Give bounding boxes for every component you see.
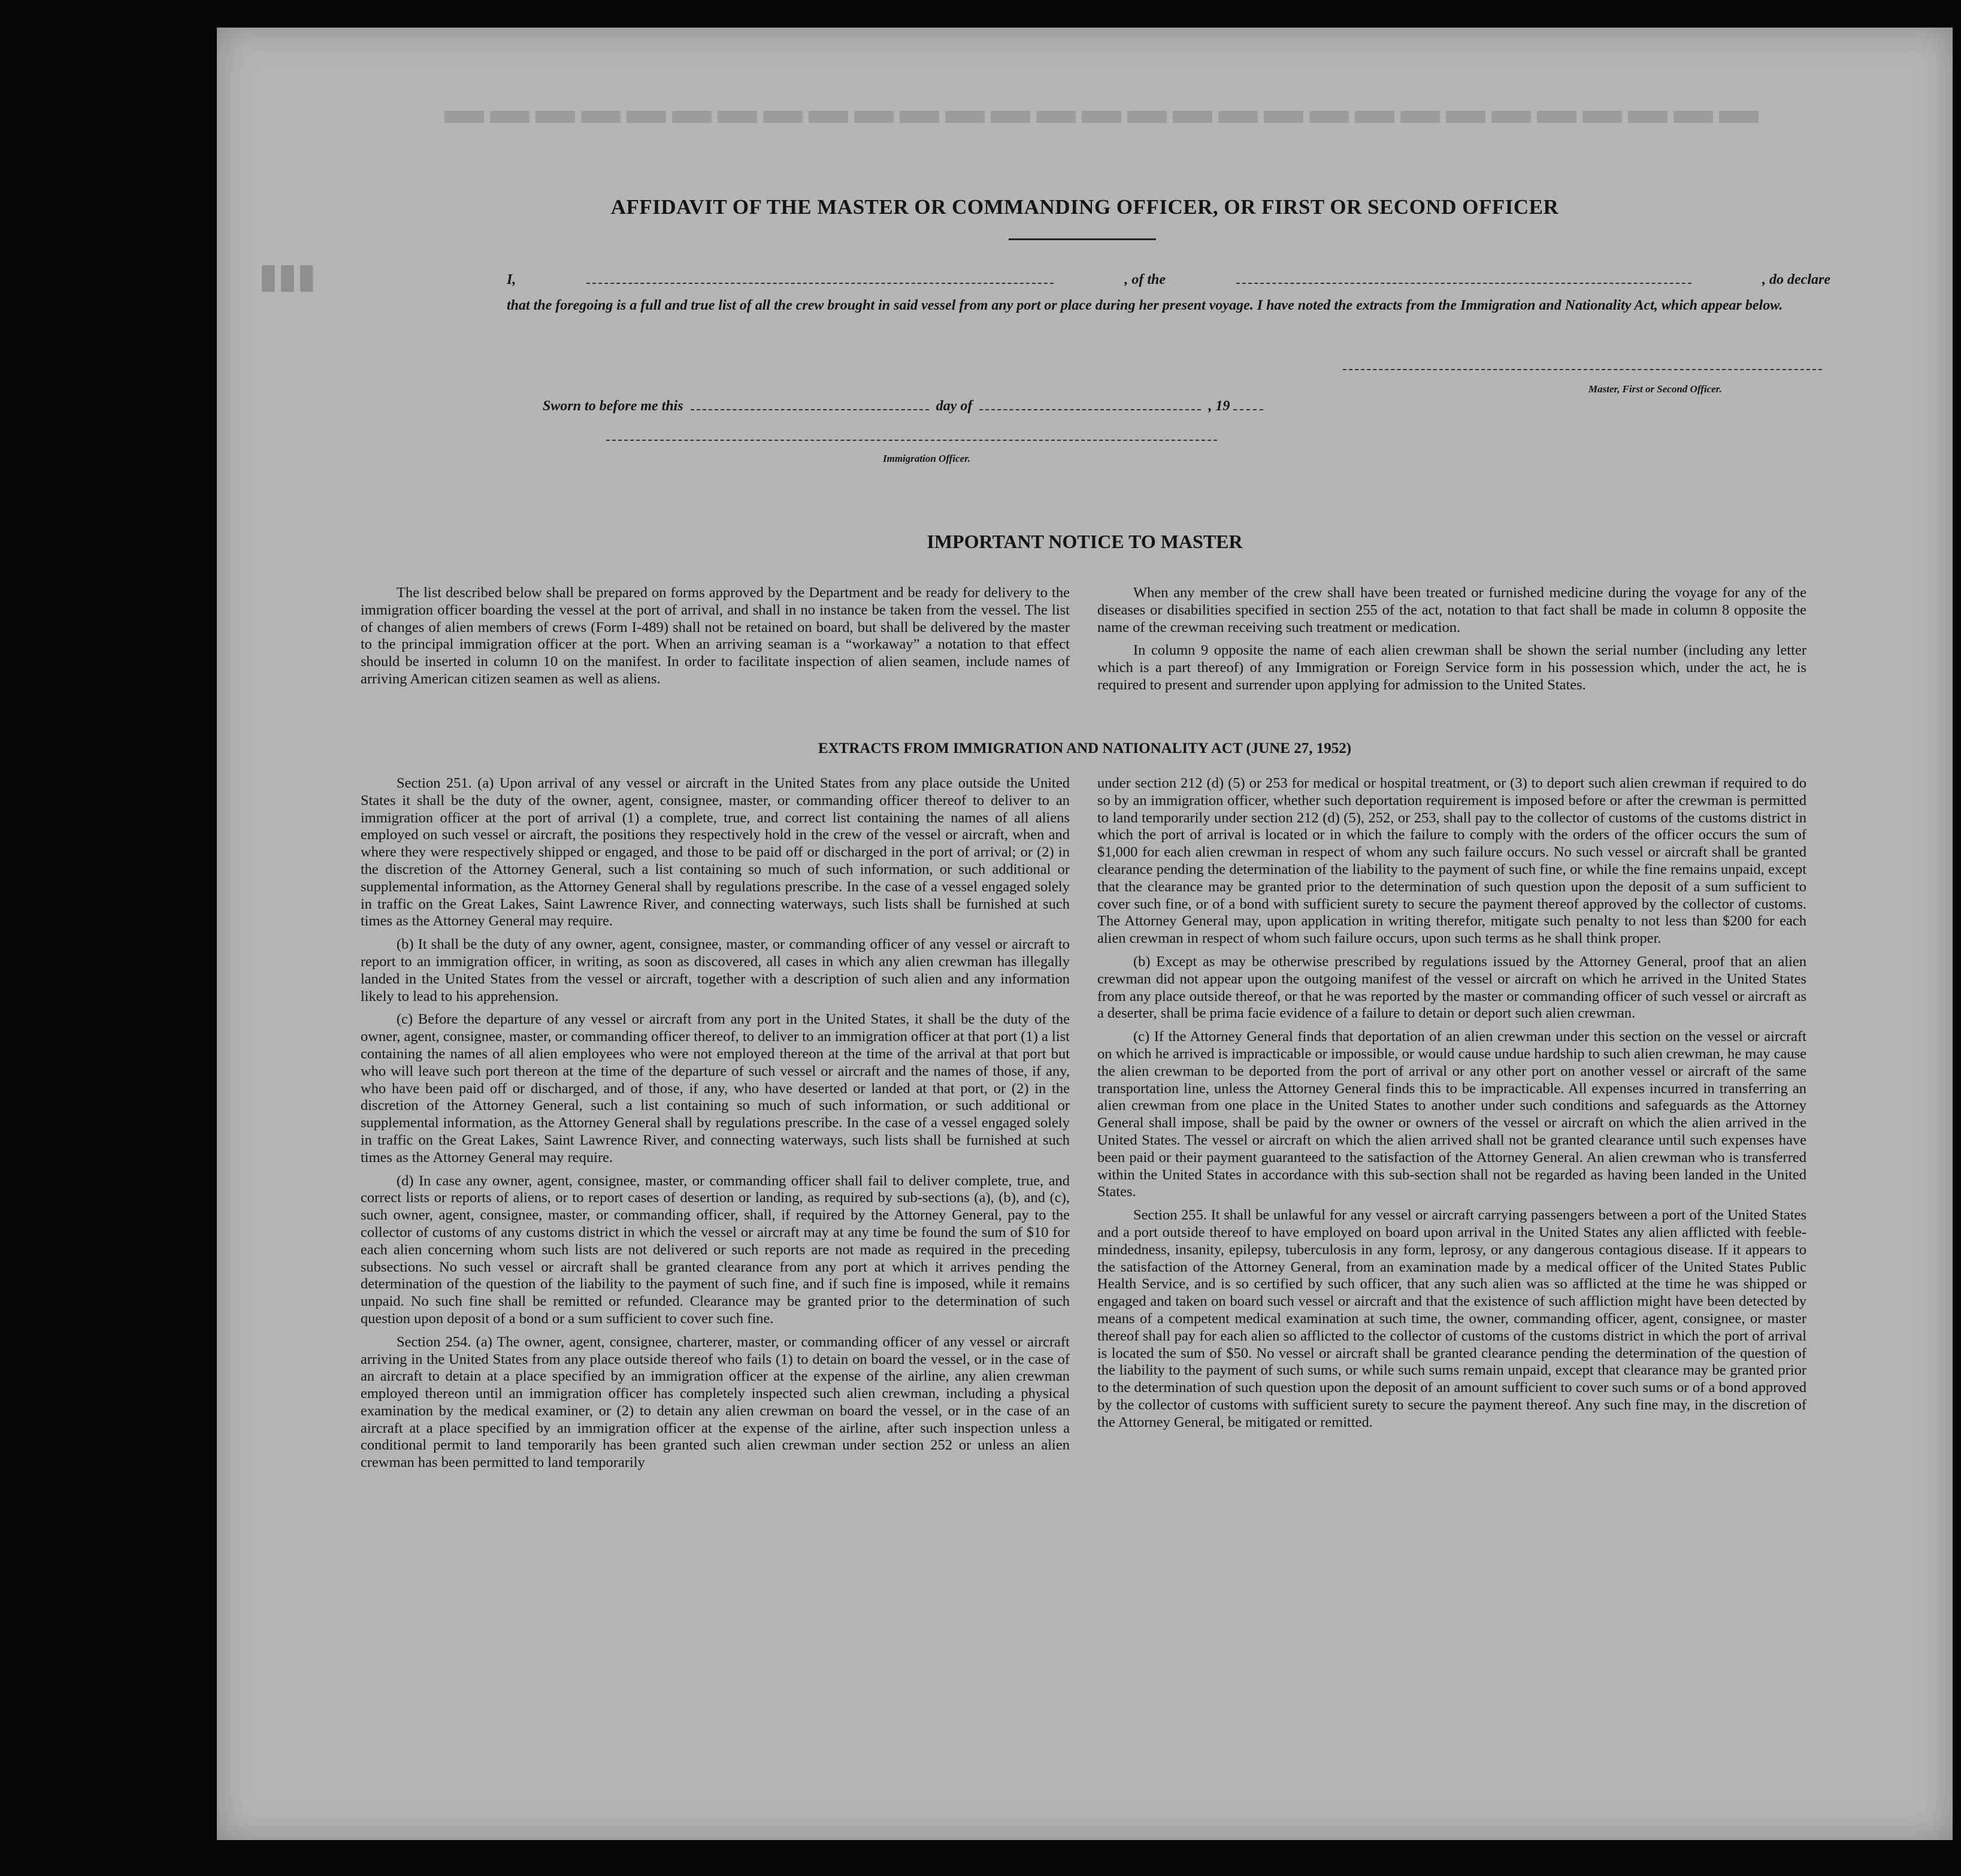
bleed-through-title: ▬▬▬▬▬▬▬▬▬▬▬▬▬▬▬▬▬▬▬▬▬▬▬▬▬▬▬▬▬ bbox=[438, 88, 1759, 132]
extract-paragraph: Section 255. It shall be unlawful for any vessel or aircraft carrying passengers between a port of the United States and a port outside thereof to have employed on board upon arrival in the United States any alien afflicted with feeble-mindedness, insanity, epilepsy, tuberculosis in any form, leprosy, or any dangerous contagious disease. If it appears to the satisfaction of the Attorney General, from an examination made by a medical officer of the United States Public Health Service, and is so certified by such officer, that any such alien was so afflicted at the time he was shipped or engaged and taken on board such vessel or aircraft and that the existence of such affliction might have been detected by means of a competent medical examination at such time, the owner, commanding officer, agent, consignee, or master thereof shall pay for each alien so afflicted to the collector of customs of the customs district in which the port of arrival is located the sum of $50. No vessel or aircraft shall be granted clearance pending the determination of the question of the liability to the payment of such sums, or while such sums remain unpaid, except that clearance may be granted prior to the determination of such question upon the deposit of an amount sufficient to cover such sums or of a bond approved by the collector of customs with sufficient surety to secure the payment thereof. Any such fine may, in the discretion of the Attorney General, be mitigated or remitted. bbox=[1097, 1207, 1806, 1430]
immigration-officer-label: Immigration Officer. bbox=[883, 453, 971, 464]
extract-paragraph: (b) Except as may be otherwise prescribed by regulations issued by the Attorney General, proof that an alien crewman did not appear upon the outgoing manifest of the vessel or aircraft on which he arrived in the United States from any place outside thereof, or that he was reported by the master or commanding officer of such vessel or aircraft as a deserter, shall be prima facie evidence of a failure to detain or deport such alien crewman. bbox=[1097, 953, 1806, 1022]
extract-paragraph: Section 251. (a) Upon arrival of any vessel or aircraft in the United States from any place outside the United States it shall be the duty of the owner, agent, consignee, master, or commanding officer thereof to deliver to an immigration officer at the port of arrival (1) a complete, true, and correct list containing the names of all aliens employed on such vessel or aircraft, the positions they respectively hold in the crew of the vessel or aircraft, when and where they were respectively shipped or engaged, and those to be paid off or discharged in the port of arrival; or (2) in the discretion of the Attorney General, such a list containing so much of such information, or such additional or supplemental information, as the Attorney General shall by regulations prescribe. In the case of a vessel engaged solely in traffic on the Great Lakes, Saint Lawrence River, and connecting waterways, such lists shall be furnished at such times as the Attorney General may require. bbox=[361, 775, 1070, 930]
sworn-year-field[interactable] bbox=[1233, 397, 1263, 410]
day-of-label: day of bbox=[936, 398, 973, 414]
form-sheet bbox=[217, 28, 1953, 1840]
notice-right-column bbox=[1097, 585, 1806, 700]
master-signature-line[interactable] bbox=[1343, 369, 1822, 370]
notice-columns bbox=[361, 585, 1806, 700]
sworn-day-field[interactable] bbox=[691, 397, 929, 410]
affidavit-do-declare-label: , do declare bbox=[1762, 272, 1830, 288]
year-label: , 19 bbox=[1208, 398, 1230, 414]
extract-paragraph: (b) It shall be the duty of any owner, agent, consignee, master, or commanding officer of any vessel or aircraft to report to an immigration officer, in writing, as soon as discovered, all cases in which any alien crewman has illegally landed in the United States from the vessel or aircraft, together with a description of such alien and any information likely to lead to his apprehension. bbox=[361, 936, 1070, 1004]
extracts-left-column bbox=[361, 775, 1070, 1478]
sworn-row bbox=[543, 397, 1263, 414]
sworn-label: Sworn to before me this bbox=[543, 398, 683, 414]
affidavit-of-the-label: , of the bbox=[1124, 272, 1166, 288]
notice-left-column bbox=[361, 585, 1070, 700]
affidavit-title: AFFIDAVIT OF THE MASTER OR COMMANDING OFFICER, OR FIRST OR SECOND OFFICER bbox=[610, 195, 1559, 219]
affidavit-body: that the foregoing is a full and true list of all the crew brought in said vessel from any port or place during her present voyage. I have noted the extracts from the Immigration and Nationality Act, which appear below. bbox=[507, 298, 1783, 313]
extracts-title: EXTRACTS FROM IMMIGRATION AND NATIONALITY ACT (JUNE 27, 1952) bbox=[818, 740, 1352, 757]
extracts-right-column bbox=[1097, 775, 1806, 1478]
vessel-name-field[interactable] bbox=[1236, 270, 1691, 284]
extract-paragraph: (d) In case any owner, agent, consignee, master, or commanding officer shall fail to deliver complete, true, and correct lists or reports of aliens, or to report cases of desertion or landing, as required by sub-sections (a), (b), and (c), such owner, agent, consignee, master, or commanding officer, shall, if required by the Attorney General, pay to the collector of customs of any customs district in which the vessel or aircraft may at any time be found the sum of $10 for each alien concerning whom such lists are not delivered or such reports are not made as required in the preceding subsections. No such vessel or aircraft shall be granted clearance from any port at which it arrives pending the determination of the question of the liability to the payment of such fine, and if such fine is imposed, while it remains unpaid. No such fine shall be remitted or refunded. Clearance may be granted prior to the determination of such question upon deposit of a bond or a sum sufficient to cover such fine. bbox=[361, 1172, 1070, 1327]
title-rule bbox=[1009, 238, 1156, 240]
bleed-through-number: ▮▮▮ bbox=[259, 256, 316, 295]
extract-paragraph: under section 212 (d) (5) or 253 for medical or hospital treatment, or (3) to deport such alien crewman if required to do so by an immigration officer, whether such deportation requirement is imposed before or after the crewman is permitted to land temporarily under section 212 (d) (5), 252, or 253, shall pay to the collector of customs of the customs district in which the port of arrival is located or in which the failure to comply with the orders of the officer occurs the sum of $1,000 for each alien crewman in respect of whom any such failure occurs. No such vessel or aircraft shall be granted clearance pending the determination of the liability to the payment of such fine, or while the fine remains unpaid, except that the clearance may be granted prior to the determination of such question upon the deposit of a sum sufficient to cover such fine, or of a bond with sufficient surety to secure the payment thereof approved by the collector of customs. The Attorney General may, upon application in writing therefor, mitigate such penalty to not less than $200 for each alien crewman in respect of whom such failure occurs, upon such terms as he shall think proper. bbox=[1097, 775, 1806, 947]
sworn-month-field[interactable] bbox=[979, 397, 1201, 410]
extract-paragraph: (c) Before the departure of any vessel or aircraft from any port in the United States, it shall be the duty of the owner, agent, consignee, master, or commanding officer thereof, to deliver to an immigration officer at that port (1) a list containing the names of all alien employees who were not employed thereon at the time of the arrival at that port but who will leave such port thereon at the time of the departure of such vessel or aircraft and the names of those, if any, who have been paid off or discharged, and of those, if any, who have deserted or landed at that port, or (2) in the discretion of the Attorney General, such a list containing so much of such information, or such additional or supplemental information, as the Attorney General shall by regulations prescribe. In the case of a vessel engaged solely in traffic on the Great Lakes, Saint Lawrence River, and connecting waterways, such lists shall be furnished at such times as the Attorney General may require. bbox=[361, 1011, 1070, 1166]
extracts-columns bbox=[361, 775, 1806, 1478]
affidavit-i-label: I, bbox=[507, 272, 516, 288]
immigration-officer-signature-line[interactable] bbox=[606, 440, 1217, 441]
notice-paragraph: In column 9 opposite the name of each alien crewman shall be shown the serial number (including any letter which is a part thereof) of any Immigration or Foreign Service form in his possession which, under the act, he is required to present and surrender upon applying for admission to the United States. bbox=[1097, 642, 1806, 693]
extract-paragraph: Section 254. (a) The owner, agent, consignee, charterer, master, or commanding officer of any vessel or aircraft arriving in the United States from any place outside thereof who fails (1) to detain on board the vessel, or in the case of an aircraft to detain at a place specified by an immigration officer at the expense of the airline, any alien crewman employed thereon until an immigration officer has completely inspected such alien crewman, including a physical examination by the medical examiner, or (2) to detain any alien crewman on board the vessel, or in the case of an aircraft at a place specified by an immigration officer at the expense of the airline, after such inspection unless a conditional permit to land temporarily has been granted such alien crewman under section 252 or unless an alien crewman has been permitted to land temporarily bbox=[361, 1333, 1070, 1471]
extract-paragraph: (c) If the Attorney General finds that deportation of an alien crewman under this section on the vessel or aircraft on which he arrived is impracticable or impossible, or would cause undue hardship to such alien crewman, he may cause the alien crewman to be deported from the port of arrival or any other port on another vessel or aircraft of the same transportation line, unless the Attorney General finds this to be impracticable. All expenses incurred in transferring an alien crewman from one place in the United States to another under such conditions and safeguards as the Attorney General shall impose, shall be paid by the owner or owners of the vessel or aircraft on which the alien arrived in the United States. The vessel or aircraft on which the alien arrived shall not be granted clearance until such expenses have been paid or their payment guaranteed to the satisfaction of the Attorney General. An alien crewman who is transferred within the United States in accordance with this sub-section shall not be regarded as having been landed in the United States. bbox=[1097, 1028, 1806, 1200]
notice-paragraph: The list described below shall be prepared on forms approved by the Department and be ready for delivery to the immigration officer boarding the vessel at the port of arrival, and shall in no instance be taken from the vessel. The list of changes of alien members of crews (Form I-489) shall not be retained on board, but shall be delivered by the master to the principal immigration officer at the port. When an arriving seaman is a “workaway” a notation to that effect should be inserted in column 10 on the manifest. In order to facilitate inspection of alien seamen, include names of arriving American citizen seamen as well as aliens. bbox=[361, 585, 1070, 687]
declarant-name-field[interactable] bbox=[586, 270, 1054, 284]
affidavit-declaration-line bbox=[507, 267, 1830, 293]
notice-paragraph: When any member of the crew shall have been treated or furnished medicine during the voyage for any of the diseases or disabilities specified in section 255 of the act, notation to that fact shall be made in column 8 opposite the name of the crewman receiving such treatment or medication. bbox=[1097, 585, 1806, 636]
affidavit-block bbox=[507, 267, 1830, 319]
master-signature-label: Master, First or Second Officer. bbox=[1588, 383, 1722, 395]
notice-title: IMPORTANT NOTICE TO MASTER bbox=[927, 531, 1243, 552]
